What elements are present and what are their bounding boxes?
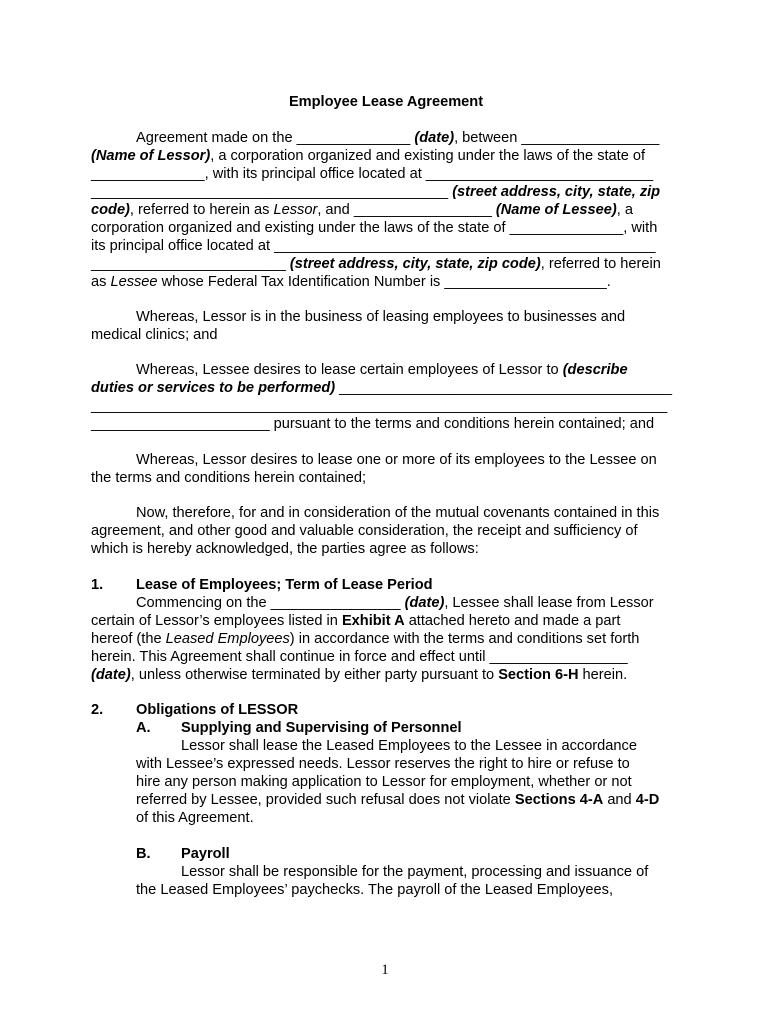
section-2-heading: 2. Obligations of LESSOR bbox=[91, 702, 299, 718]
section-2: 2. Obligations of LESSOR A. Supplying and Supervising of Personnel Lessor shall lease the Leased Employees to the Lessee in accordance with Lessee’s expressed needs. Lessor reserves the right to hire or refuse to hire any person making application to Lessor for employment, whether or not referred by Lessee, provided such refusal does not violate Sections 4-A and 4-D of this Agreement. B. Payroll Lessor shall be responsible for the payment, processing and issuance of the Leased Employees’ paychecks. The payroll of the Leased Employees, bbox=[91, 701, 681, 899]
section-2b-heading: B. Payroll bbox=[136, 846, 230, 862]
page-number: 1 bbox=[381, 962, 389, 978]
intro-paragraph: Agreement made on the ______________ (date), between _________________ (Name of Lessor), a corporation organized and existing under the laws of the state of ______________, with its principal office located at ____________________________ ____________________________________________ (street address, city, state, zip code), referred to herein as Lessor, and _________________ (Name of Lessee), a corporation organized and existing under the laws of the state of ______________, with its principal office located at _______________________________________________ ________________________ (street address, city, state, zip code), referred to herein as Lessee whose Federal Tax Identification Number is ____________________. bbox=[91, 130, 661, 290]
whereas-paragraph-2: Whereas, Lessee desires to lease certain employees of Lessor to (describe duties or services to be performed) _________________________________________ _______________________________________________________________________ ______________________ pursuant to the terms and conditions herein contained; and bbox=[91, 362, 672, 432]
whereas-paragraph-1: Whereas, Lessor is in the business of leasing employees to businesses and medical clinics; and bbox=[91, 309, 626, 343]
section-1: 1. Lease of Employees; Term of Lease Period Commencing on the ________________ (date), Lessee shall lease from Lessor certain of Lessor’s employees listed in Exhibit A attached hereto and made a part hereof (the Leased Employees) in accordance with the terms and conditions set forth herein. This Agreement shall continue in force and effect until _________________ (date), unless otherwise terminated by either party pursuant to Section 6-H herein. bbox=[91, 576, 681, 684]
whereas-paragraph-3: Whereas, Lessor desires to lease one or more of its employees to the Lessee on the terms and conditions herein contained; bbox=[91, 452, 657, 486]
section-2a-heading: A. Supplying and Supervising of Personnel bbox=[136, 720, 462, 736]
now-therefore-paragraph: Now, therefore, for and in consideration of the mutual covenants contained in this agreement, and other good and valuable consideration, the receipt and sufficiency of which is hereby acknowledged, the parties agree as follows: bbox=[91, 505, 660, 557]
document-title: Employee Lease Agreement bbox=[288, 94, 484, 110]
section-1-heading: 1. Lease of Employees; Term of Lease Period bbox=[91, 577, 433, 593]
